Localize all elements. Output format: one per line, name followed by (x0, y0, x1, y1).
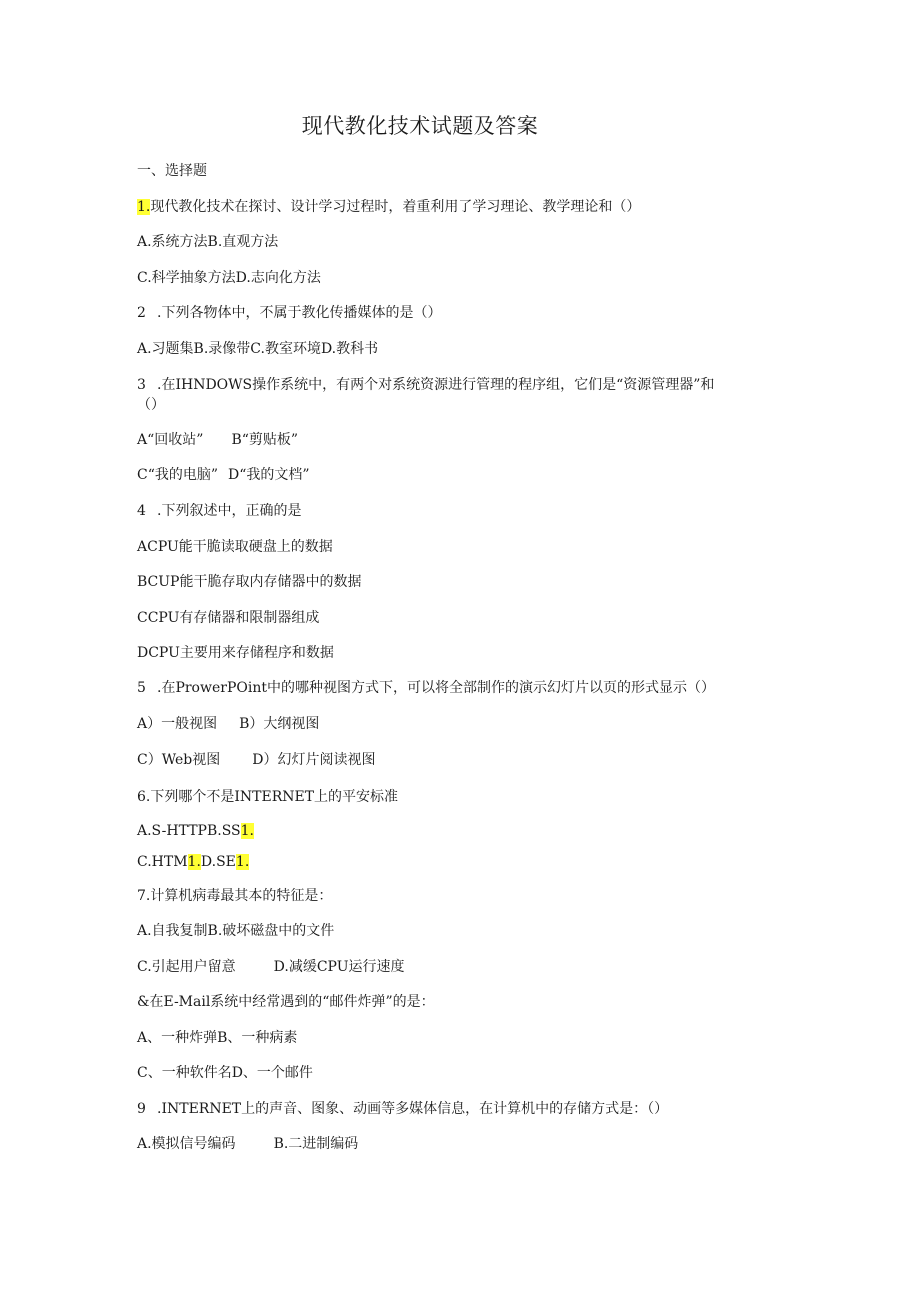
question-4-text: .下列叙述中，正确的是 (157, 503, 302, 519)
question-7-options-ab: A.自我复制B.破坏磁盘中的文件 (137, 923, 335, 939)
question-5-options-ab (137, 715, 319, 733)
question-1-text: 现代教化技术在探讨、设计学习过程时，着重利用了学习理论、教学理论和（） (150, 199, 641, 215)
question-4 (137, 502, 301, 520)
question-8-options-cd: C、一种软件名D、一个邮件 (137, 1065, 313, 1081)
question-2-text: .下列各物体中，不属于教化传播媒体的是（） (157, 305, 442, 321)
question-6: 6.下列哪个不是INTERNET上的平安标准 (137, 789, 399, 805)
question-7-options-cd (137, 958, 405, 976)
question-4-option-b: BCUP能干脆存取内存储器中的数据 (137, 574, 362, 590)
question-8: &在E-Mail系统中经常遇到的“邮件炸弹”的是： (137, 994, 435, 1010)
question-6-option-c-text: C.HTM (137, 854, 188, 870)
question-8-options-ab: A、一种炸弹B、一种病素 (137, 1030, 298, 1046)
question-3-option-a: A“回收站” (137, 432, 204, 448)
document-title: 现代教化技术试题及答案 (301, 114, 539, 138)
question-2 (137, 304, 441, 322)
question-6-option-c-highlight: 1. (187, 854, 201, 870)
question-6-option-d-text: D.SE (200, 854, 236, 870)
section-heading: 一、选择题 (137, 163, 207, 179)
question-4-option-d: DCPU主要用来存储程序和数据 (137, 645, 334, 661)
question-9-option-b: B.二进制编码 (273, 1136, 359, 1152)
question-5-option-d: D）幻灯片阅读视图 (252, 752, 376, 768)
question-5 (137, 679, 715, 697)
question-3-options-ab (137, 431, 298, 449)
question-2-number: 2 (137, 305, 146, 321)
question-3-option-b: B“剪贴板” (231, 432, 299, 448)
question-6-option-ab-text: A.S-HTTPB.SS (137, 823, 241, 839)
question-9-option-a: A.模拟信号编码 (137, 1136, 236, 1152)
question-5-option-c: C）Web视图 (137, 752, 221, 768)
question-3-option-d: D“我的文档” (228, 467, 310, 483)
question-4-number: 4 (137, 503, 146, 519)
question-5-text: .在ProwerPOint中的哪种视图方式下，可以将全部制作的演示幻灯片以页的形式显示（） (157, 680, 715, 696)
question-7-option-d: D.减缓CPU运行速度 (273, 959, 405, 975)
question-2-options: A.习题集B.录像带C.教室环境D.教科书 (137, 341, 379, 357)
question-5-options-cd (137, 751, 375, 769)
question-5-number: 5 (137, 680, 146, 696)
question-9-text: .INTERNET上的声音、图象、动画等多媒体信息，在计算机中的存储方式是：（） (157, 1101, 669, 1117)
question-6-option-d-highlight: 1. (235, 854, 250, 870)
question-5-option-b: B）大纲视图 (239, 716, 320, 732)
question-9-number: 9 (137, 1101, 146, 1117)
question-3-option-c: C“我的电脑” (137, 467, 219, 483)
question-4-option-c: CCPU有存储器和限制器组成 (137, 610, 320, 626)
question-3-options-cd (137, 466, 310, 484)
question-7-option-c: C.引起用户留意 (137, 959, 236, 975)
question-3-text: .在IHNDOWS操作系统中，有两个对系统资源进行管理的程序组，它们是“资源管理器”和 (157, 377, 715, 393)
question-7: 7.计算机病毒最其本的特征是： (137, 888, 333, 904)
question-1-options-ab: A.系统方法B.直观方法 (137, 234, 279, 250)
question-3-number: 3 (137, 377, 146, 393)
question-6-option-ab-highlight: 1. (240, 823, 254, 839)
question-3 (137, 376, 714, 394)
question-6-options-ab (137, 822, 254, 840)
question-4-option-a: ACPU能干脆读取硬盘上的数据 (137, 539, 333, 555)
question-1-number: 1. (137, 199, 151, 215)
question-6-options-cd (137, 853, 249, 871)
question-1 (137, 198, 640, 216)
question-3-text-continued: （） (137, 397, 165, 413)
question-1-options-cd: C.科学抽象方法D.志向化方法 (137, 270, 321, 286)
question-9-options-ab (137, 1135, 358, 1153)
question-9 (137, 1100, 668, 1118)
question-5-option-a: A）一般视图 (137, 716, 218, 732)
